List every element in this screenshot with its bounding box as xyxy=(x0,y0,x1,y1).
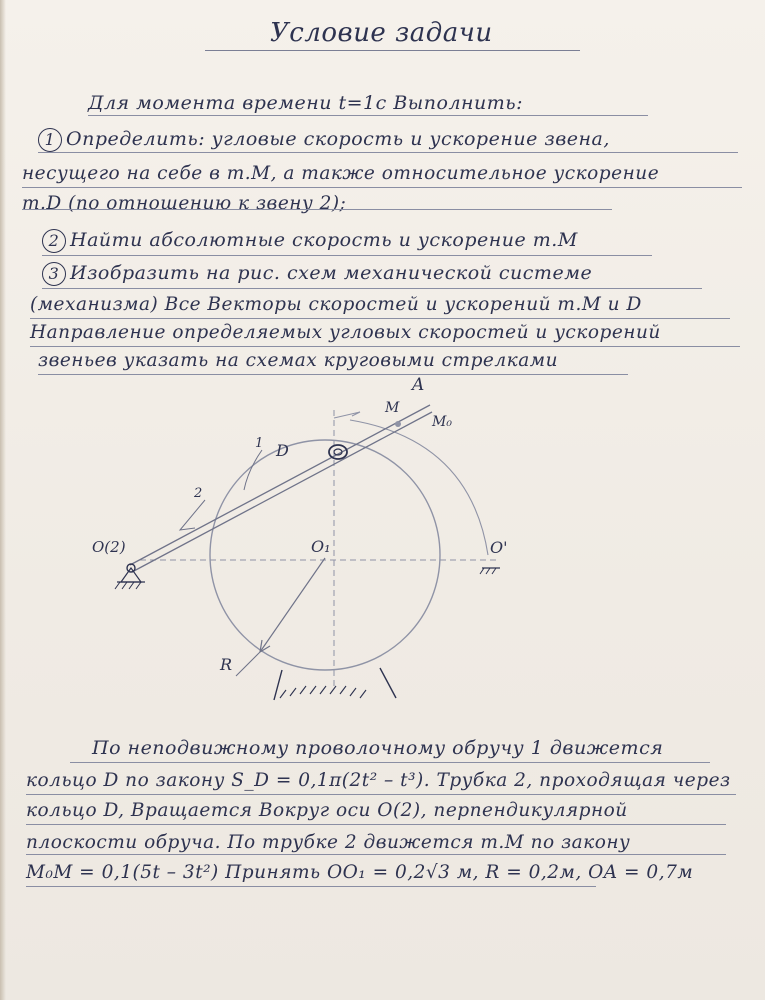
ruled-line xyxy=(26,794,736,795)
label-d: D xyxy=(276,441,289,460)
pivot-support xyxy=(121,568,141,582)
ruled-line xyxy=(26,854,726,855)
ruled-line xyxy=(70,762,710,763)
condition-line-1: По неподвижному проволочному обручу 1 движется xyxy=(92,737,664,759)
label-o1: O₁ xyxy=(311,537,331,556)
axis-arrow-mark xyxy=(334,412,360,418)
label-r: R xyxy=(220,655,233,674)
item-number-1: 1 xyxy=(38,128,62,152)
label-oprime: O' xyxy=(490,538,508,557)
ruled-line xyxy=(26,824,726,825)
hoop-ground-hatch xyxy=(280,686,366,698)
label-2: 2 xyxy=(194,486,203,501)
ground-hatch-o xyxy=(115,582,141,589)
task-intro: Для момента времени t=1c Выполнить: xyxy=(88,92,524,114)
radius-line xyxy=(260,558,325,652)
task-item-1-line-2: несущего на себе в т.M, а также относительное ускорение xyxy=(22,163,660,184)
condition-line-2: кольцо D по закону S_D = 0,1π(2t² – t³). Трубка 2, проходящая через xyxy=(26,770,731,791)
label-1: 1 xyxy=(255,436,264,451)
tube-2-edge-bottom xyxy=(132,412,432,572)
point-m xyxy=(395,421,401,427)
hoop-support-right xyxy=(380,668,396,698)
ring-d xyxy=(329,445,347,459)
radius-leader xyxy=(236,652,260,676)
trajectory-arc xyxy=(350,420,488,555)
condition-line-3: кольцо D, Вращается Вокруг оси O(2), перпендикулярной xyxy=(26,800,628,821)
task-item-3-text: Изобразить на рис. схем механической системе xyxy=(70,262,593,284)
label-2-leader xyxy=(180,500,205,530)
ground-hatch-oprime xyxy=(480,568,496,574)
item-number-2: 2 xyxy=(42,229,66,253)
condition-line-4: плоскости обруча. По трубке 2 движется т.M по закону xyxy=(26,832,631,853)
label-o: O(2) xyxy=(92,538,126,556)
task-item-3-line-2: (механизма) Все Векторы скоростей и ускорений т.M и D xyxy=(30,294,642,315)
task-item-2-text: Найти абсолютные скорость и ускорение т.M xyxy=(70,229,578,251)
task-item-1-line-3: т.D (по отношению к звену 2); xyxy=(22,193,347,214)
task-item-1-text: Определить: угловые скорость и ускорение звена, xyxy=(66,128,610,150)
label-m0: M₀ xyxy=(432,414,452,430)
ruled-line xyxy=(26,886,596,887)
hoop-support-left xyxy=(274,670,282,700)
tube-2-edge-top xyxy=(130,405,430,565)
label-a: A xyxy=(412,375,425,395)
task-item-3-line-4: звеньев указать на схемах круговыми стрелками xyxy=(38,350,558,371)
page-title: Условие задачи xyxy=(270,18,493,48)
condition-line-5: M₀M = 0,1(5t – 3t²) Принять OO₁ = 0,2√3 м, R = 0,2м, OA = 0,7м xyxy=(26,862,694,883)
item-number-3: 3 xyxy=(42,262,66,286)
label-m: M xyxy=(385,400,400,416)
task-item-3-line-3: Направление определяемых угловых скоростей и ускорений xyxy=(30,322,661,343)
